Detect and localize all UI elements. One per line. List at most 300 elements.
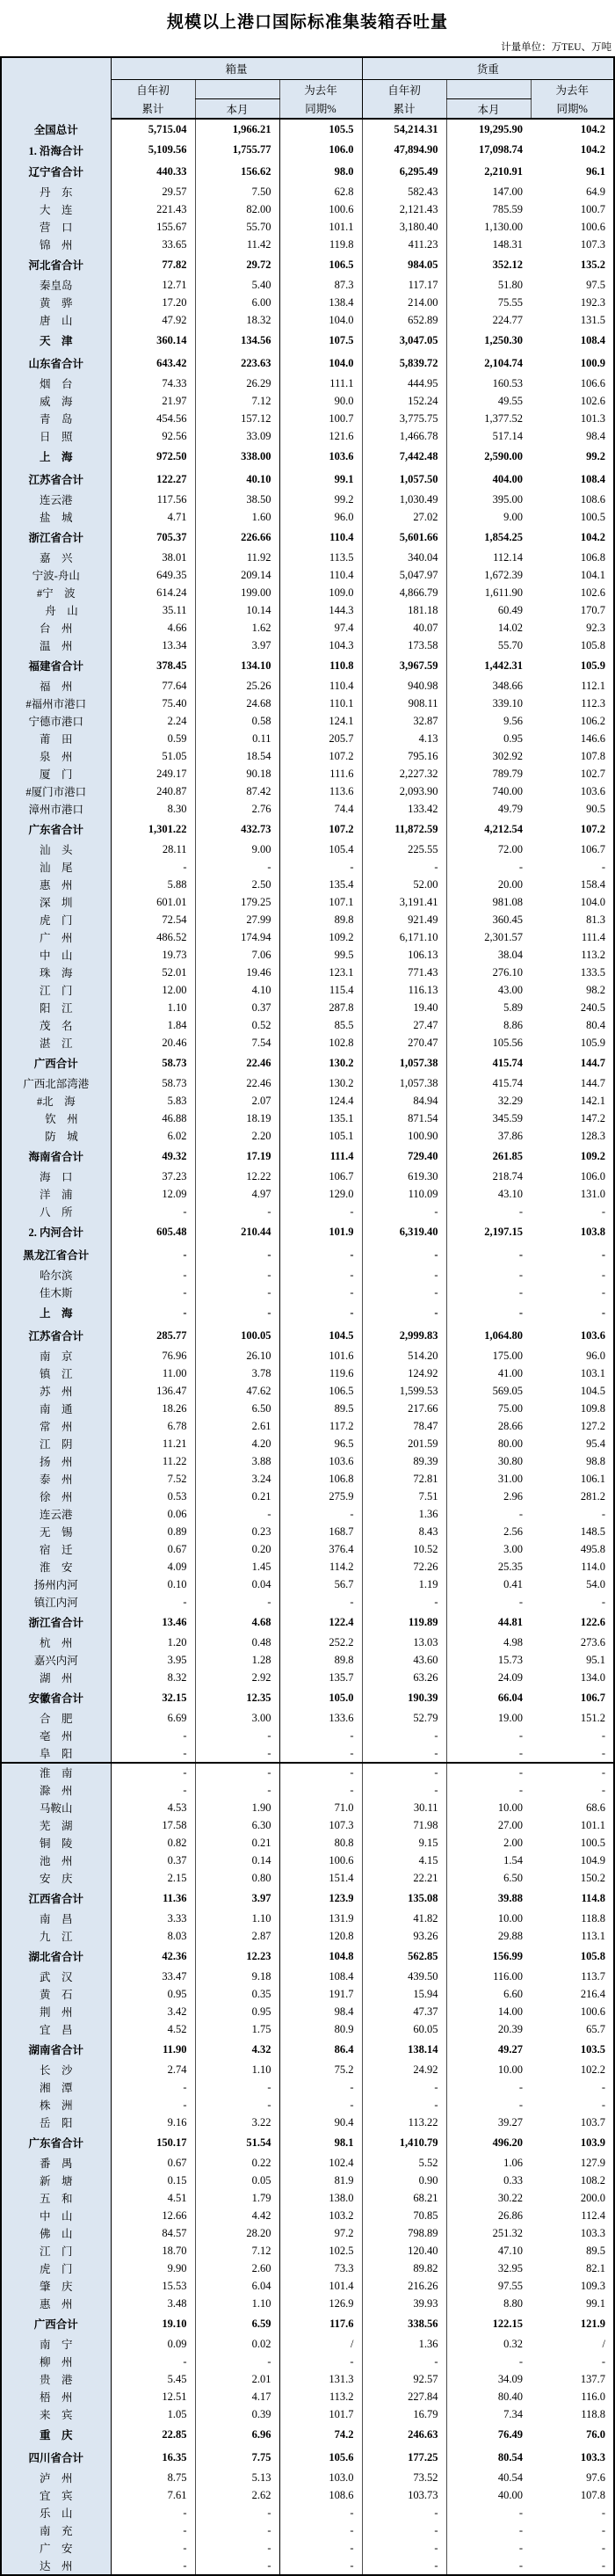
row-label: 肇 庆 [1,2277,111,2295]
value-cell: 111.4 [279,1145,362,1168]
table-row [1,410,614,427]
value-cell: 101.6 [279,1347,362,1364]
value-cell: 58.73 [111,1052,195,1074]
value-cell: 360.45 [446,911,531,928]
value-cell: 64.9 [586,185,606,198]
value-cell: 100.6 [580,220,606,233]
value-cell: 111.4 [581,930,606,943]
value-cell: - [446,858,531,876]
value-cell: 17,098.74 [446,140,531,160]
value-cell: 4.53 [111,1799,195,1816]
value-cell: 273.6 [580,1635,606,1648]
value-cell: 103.6 [279,1452,362,1470]
table-row [1,2504,614,2521]
table-row [1,1686,614,1709]
value-cell: 1,611.90 [446,584,531,601]
row-label: 宜 昌 [1,2020,111,2038]
row-label: 镇 江 [1,1364,111,1382]
value-cell: 4.51 [111,2189,195,2207]
value-cell: 9.00 [195,840,279,858]
value-cell: 339.10 [446,695,531,712]
value-cell: 135.4 [279,876,362,893]
value-cell: 10.00 [446,1910,531,1927]
row-label: 泸 州 [1,2469,111,2486]
value-cell: 4.09 [111,1558,195,1575]
value-cell: 87.3 [279,276,362,294]
value-cell: 56.7 [279,1575,362,1593]
table-row [1,1887,614,1910]
value-cell: 0.04 [195,1575,279,1593]
value-cell: 9.15 [362,1834,446,1852]
value-cell: 128.3 [580,1129,606,1142]
value-cell: 1.10 [195,1910,279,1927]
value-cell: 72.26 [362,1558,446,1575]
table-row [1,2423,614,2446]
value-cell: 90.5 [586,802,606,815]
row-label: 大 连 [1,200,111,218]
value-cell: 110.8 [279,654,362,677]
table-row [1,981,614,999]
table-row [1,2469,614,2486]
row-label: 宁德市港口 [1,712,111,730]
value-cell: 138.0 [279,2189,362,2207]
value-cell: 89.5 [586,2244,606,2257]
row-label: 黄 骅 [1,294,111,311]
value-cell: - [195,1781,279,1799]
table-row [1,1347,614,1364]
value-cell: 3.95 [111,1651,195,1669]
value-cell: 101.9 [279,1220,362,1243]
value-cell: 106.0 [279,140,362,160]
row-label: 南 通 [1,1400,111,1417]
row-label: 2. 内河合计 [1,1220,111,1243]
value-cell: 908.11 [362,695,446,712]
value-cell: 76.49 [446,2423,531,2446]
value-cell: 415.74 [446,1074,531,1092]
value-cell: 135.1 [279,1110,362,1127]
value-cell: 54.0 [586,1577,606,1590]
value-cell: 3.33 [111,1910,195,1927]
value-cell: 3.24 [195,1470,279,1488]
table-row [1,329,614,352]
row-label: #宁 波 [1,584,111,601]
value-cell: 582.43 [362,183,446,200]
value-cell: 107.3 [580,237,606,251]
value-cell: 131.3 [279,2370,362,2388]
row-label: 营 口 [1,218,111,236]
row-label: 无 锡 [1,1523,111,1540]
value-cell: 404.00 [446,468,531,491]
value-cell: 6.69 [111,1709,195,1727]
value-cell: 190.39 [362,1686,446,1709]
value-cell: - [446,2078,531,2096]
value-cell: 106.7 [580,842,606,855]
value-cell: 0.05 [195,2172,279,2189]
table-row [1,253,614,276]
value-cell: 103.5 [580,2042,606,2056]
value-cell: - [601,1783,606,1796]
value-cell: 2.15 [111,1869,195,1887]
value-cell: 134.0 [580,1670,606,1684]
table-row [1,445,614,468]
value-cell: 12.23 [195,1945,279,1968]
value-cell: - [446,2353,531,2370]
value-cell: - [446,2504,531,2521]
value-cell: 105.56 [446,1034,531,1052]
value-cell: - [279,1243,362,1266]
value-cell: 104.0 [580,895,606,908]
value-cell: 122.4 [279,1611,362,1634]
value-cell: 1.05 [111,2405,195,2423]
value-cell: 80.40 [446,2388,531,2405]
value-cell: 22.21 [362,1869,446,1887]
value-cell: 0.67 [111,1540,195,1558]
value-cell: 107.8 [580,2488,606,2501]
value-cell: 97.4 [279,619,362,637]
value-cell: 1.62 [195,619,279,637]
value-cell: 5.89 [446,999,531,1016]
value-cell: 0.35 [195,1985,279,2003]
value-cell: 106.1 [580,1472,606,1485]
value-cell: 0.58 [195,712,279,730]
value-cell: 24.92 [362,2061,446,2078]
table-row [1,911,614,928]
value-cell: 25.26 [195,677,279,695]
value-cell: - [601,2541,606,2554]
value-cell: 60.49 [446,601,531,619]
value-cell: 19.10 [111,2312,195,2335]
value-cell: 124.1 [279,712,362,730]
value-cell: 439.50 [362,1968,446,1985]
value-cell: 117.17 [362,276,446,294]
value-cell: 10.52 [362,1540,446,1558]
value-cell: 6.59 [195,2312,279,2335]
box-month-header: 本月 [195,99,279,120]
value-cell: 105.9 [580,659,606,672]
value-cell: 4.98 [446,1634,531,1651]
value-cell: 144.3 [279,601,362,619]
value-cell: - [279,1763,362,1781]
table-row [1,2388,614,2405]
value-cell: 29.88 [446,1927,531,1945]
value-cell: 1,442.31 [446,654,531,677]
value-cell: - [195,1593,279,1611]
value-cell: 921.49 [362,911,446,928]
table-row [1,2242,614,2259]
value-cell: 7.12 [195,2242,279,2259]
row-label: 湖 州 [1,1669,111,1686]
value-cell: 47.37 [362,2003,446,2020]
value-cell: - [195,2539,279,2557]
value-cell: 2,093.90 [362,782,446,800]
value-cell: 102.7 [580,767,606,780]
row-label: 威 海 [1,392,111,410]
value-cell: 90.0 [279,392,362,410]
value-cell: 109.3 [580,2279,606,2292]
value-cell: 495.8 [580,1542,606,1555]
value-cell: 0.82 [111,1834,195,1852]
table-row [1,1092,614,1110]
box-cumulative-header-line2: 累计 [111,99,195,120]
value-cell: 1.28 [195,1651,279,1669]
value-cell: 151.4 [279,1869,362,1887]
value-cell: 5,109.56 [111,140,195,160]
value-cell: 119.8 [279,236,362,253]
table-row [1,2486,614,2504]
value-cell: 18.70 [111,2242,195,2259]
value-cell: 871.54 [362,1110,446,1127]
value-cell: 940.98 [362,677,446,695]
table-row [1,119,614,140]
value-cell: - [111,1763,195,1781]
row-label: 惠 州 [1,876,111,893]
value-cell: 174.94 [195,928,279,946]
value-cell: 98.4 [586,429,606,442]
value-cell: 440.33 [111,160,195,183]
row-label: 宿 迁 [1,1540,111,1558]
row-label: 四川省合计 [1,2446,111,2469]
value-cell: 7,442.48 [362,445,446,468]
value-cell: 38.04 [446,946,531,964]
value-cell: 8.43 [362,1523,446,1540]
value-cell: 90.18 [195,765,279,782]
value-cell: - [195,1301,279,1324]
table-row [1,637,614,654]
value-cell: 105.1 [279,1127,362,1145]
value-cell: 0.06 [111,1505,195,1523]
value-cell: 101.1 [580,1818,606,1831]
value-cell: 240.5 [580,1001,606,1014]
value-cell: 103.7 [580,2115,606,2128]
value-cell: 432.73 [195,818,279,840]
value-cell: 0.33 [446,2172,531,2189]
table-row [1,2295,614,2312]
value-cell: 179.25 [195,893,279,911]
value-cell: 1,250.30 [446,329,531,352]
table-row [1,1968,614,1985]
value-cell: - [195,858,279,876]
value-cell: 117.6 [279,2312,362,2335]
value-cell: 1,064.80 [446,1324,531,1347]
value-cell: 15.94 [362,1985,446,2003]
value-cell: 360.14 [111,329,195,352]
value-cell: 127.2 [580,1419,606,1432]
row-label: 新 塘 [1,2172,111,2189]
value-cell: 105.5 [279,119,362,140]
row-label: 亳 州 [1,1727,111,1744]
value-cell: 150.17 [111,2131,195,2154]
value-cell: 1.84 [111,1016,195,1034]
value-cell: 7.50 [195,183,279,200]
value-cell: 6.02 [111,1127,195,1145]
value-cell: 210.44 [195,1220,279,1243]
value-cell: 3.97 [195,1887,279,1910]
value-cell: 12.35 [195,1686,279,1709]
value-cell: 98.2 [586,983,606,996]
value-cell: 28.66 [446,1417,531,1435]
value-cell: 5.52 [362,2154,446,2172]
value-cell: 27.00 [446,1816,531,1834]
value-cell: 75.2 [279,2061,362,2078]
table-row [1,946,614,964]
value-cell: 6.30 [195,1816,279,1834]
value-cell: - [195,2096,279,2114]
value-cell: 6.60 [446,1985,531,2003]
value-cell: 0.90 [362,2172,446,2189]
row-label: 莆 田 [1,730,111,747]
value-cell: 0.89 [111,1523,195,1540]
value-cell: 26.86 [446,2207,531,2224]
row-label: 嘉兴内河 [1,1651,111,1669]
value-cell: 126.9 [279,2295,362,2312]
cargo-yoy-header-line1: 为去年 [531,80,614,99]
cargo-cumulative-header-line1: 自年初 [362,80,446,99]
table-row [1,392,614,410]
value-cell: 20.39 [446,2020,531,2038]
value-cell: - [601,1595,606,1608]
value-cell: 101.1 [279,218,362,236]
value-cell: 100.05 [195,1324,279,1347]
value-cell: 170.7 [580,603,606,616]
value-cell: 6,171.10 [362,928,446,946]
page-title: 规模以上港口国际标准集装箱吞吐量 [166,13,448,32]
value-cell: 8.03 [111,1927,195,1945]
value-cell: 113.22 [362,2114,446,2131]
value-cell: 40.07 [362,619,446,637]
value-cell: 652.89 [362,311,446,329]
value-cell: 0.80 [195,1869,279,1887]
value-cell: 3,775.75 [362,410,446,427]
table-row [1,800,614,818]
table-row [1,1611,614,1634]
value-cell: 7.12 [195,392,279,410]
value-cell: - [362,1781,446,1799]
value-cell: 66.04 [446,1686,531,1709]
value-cell: - [601,2506,606,2519]
value-cell: 181.18 [362,601,446,619]
value-cell: 104.2 [580,143,606,156]
table-row [1,1034,614,1052]
row-label: 徐 州 [1,1488,111,1505]
value-cell: - [111,1243,195,1266]
value-cell: 226.66 [195,526,279,549]
value-cell: - [446,1243,531,1266]
value-cell: 68.21 [362,2189,446,2207]
value-cell: 104.2 [580,530,606,543]
value-cell: 224.77 [446,311,531,329]
row-label: 茂 名 [1,1016,111,1034]
row-label: 广西合计 [1,1052,111,1074]
value-cell: 95.4 [586,1437,606,1450]
table-row [1,1799,614,1816]
row-label: 阳 江 [1,999,111,1016]
value-cell: 0.15 [111,2172,195,2189]
value-cell: - [601,2523,606,2536]
value-cell: 5,047.97 [362,566,446,584]
value-cell: 3.78 [195,1364,279,1382]
value-cell: - [195,1266,279,1284]
value-cell: 11.90 [111,2038,195,2061]
value-cell: 1,301.22 [111,818,195,840]
value-cell: 22.85 [111,2423,195,2446]
value-cell: 124.4 [279,1092,362,1110]
value-cell: 54,214.31 [362,119,446,140]
row-label: 虎 门 [1,911,111,928]
row-label: 黄 石 [1,1985,111,2003]
value-cell: 31.00 [446,1470,531,1488]
value-cell: 3.97 [195,637,279,654]
value-cell: - [362,1727,446,1744]
value-cell: 378.45 [111,654,195,677]
value-cell: 2,210.91 [446,160,531,183]
value-cell: 65.7 [586,2022,606,2035]
value-cell: 3.42 [111,2003,195,2020]
table-row [1,2335,614,2353]
value-cell: 29.57 [111,183,195,200]
table-row [1,1816,614,1834]
row-label: 广 州 [1,928,111,946]
value-cell: 601.01 [111,893,195,911]
value-cell: - [446,1266,531,1284]
value-cell: - [446,2557,531,2575]
table-row [1,1382,614,1400]
value-cell: 32.29 [446,1092,531,1110]
row-label: #厦门市港口 [1,782,111,800]
row-label: 上 海 [1,445,111,468]
row-label: 南 宁 [1,2335,111,2353]
table-row [1,677,614,695]
row-label: 长 沙 [1,2061,111,2078]
value-cell: 9.56 [446,712,531,730]
value-cell: - [601,1285,606,1299]
value-cell: 3,967.59 [362,654,446,677]
value-cell: 70.85 [362,2207,446,2224]
value-cell: 2.50 [195,876,279,893]
row-label: 浙江省合计 [1,1611,111,1634]
cargo-month-header: 本月 [446,99,531,120]
value-cell: - [279,2096,362,2114]
row-label: 江 门 [1,2242,111,2259]
table-row [1,1185,614,1203]
value-cell: 16.35 [111,2446,195,2469]
value-cell: 4.97 [195,1185,279,1203]
row-label: 上 海 [1,1301,111,1324]
value-cell: - [195,1243,279,1266]
value-cell: 30.80 [446,1452,531,1470]
value-cell: 138.14 [362,2038,446,2061]
row-label: 重 庆 [1,2423,111,2446]
value-cell: 1,672.39 [446,566,531,584]
value-cell: - [111,1727,195,1744]
value-cell: 2,999.83 [362,1324,446,1347]
value-cell: 107.8 [580,749,606,762]
row-label: 青 岛 [1,410,111,427]
value-cell: 454.56 [111,410,195,427]
value-cell: 117.2 [279,1417,362,1435]
value-cell: 49.55 [446,392,531,410]
row-label: 汕 尾 [1,858,111,876]
value-cell: 7.51 [362,1488,446,1505]
row-label: 宜 宾 [1,2486,111,2504]
value-cell: 4.13 [362,730,446,747]
value-cell: - [601,2558,606,2572]
row-label: 铜 陵 [1,1834,111,1852]
row-label: 惠 州 [1,2295,111,2312]
row-label: 厦 门 [1,765,111,782]
table-row [1,276,614,294]
value-cell: 106.7 [580,1691,606,1704]
value-cell: 25.35 [446,1558,531,1575]
